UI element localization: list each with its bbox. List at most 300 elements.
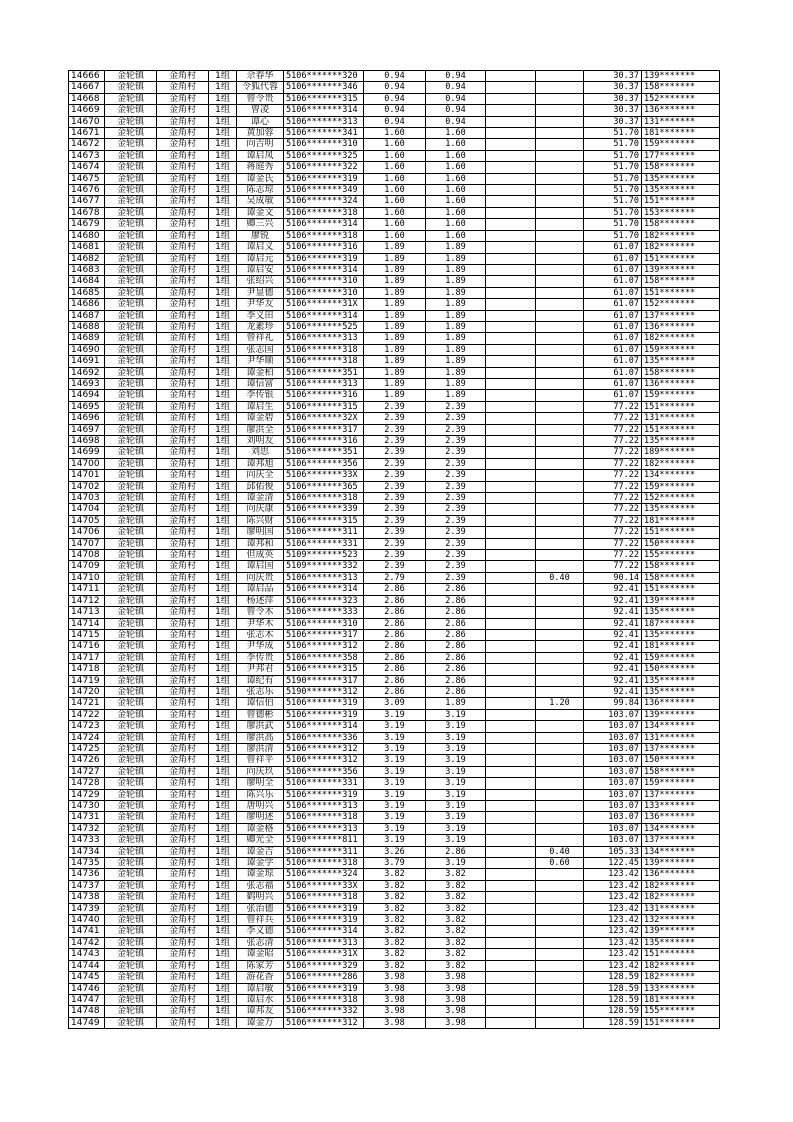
cell-phone: 134******* — [642, 846, 720, 857]
cell-amount: 103.07 — [584, 721, 642, 732]
table-row — [69, 310, 720, 321]
cell-phone: 136******* — [642, 321, 720, 332]
cell-group: 1组 — [209, 173, 237, 184]
cell-area2: 2.86 — [426, 584, 486, 595]
cell-id: 5106*******310 — [284, 276, 364, 287]
table-row — [69, 470, 720, 481]
cell-area2: 3.82 — [426, 949, 486, 960]
cell-area2: 1.60 — [426, 219, 486, 230]
table-row — [69, 972, 720, 983]
cell-group: 1组 — [209, 664, 237, 675]
cell-town: 金轮镇 — [105, 629, 157, 640]
cell-area1: 2.39 — [364, 538, 426, 549]
cell-area2: 1.89 — [426, 276, 486, 287]
cell-name: 吴成敏 — [237, 196, 284, 207]
cell-extra — [536, 1017, 584, 1028]
cell-area2: 1.89 — [426, 321, 486, 332]
cell-village: 金角村 — [157, 116, 209, 127]
cell-area2: 1.89 — [426, 390, 486, 401]
cell-town: 金轮镇 — [105, 321, 157, 332]
cell-seq: 14697 — [69, 424, 105, 435]
cell-extra — [536, 367, 584, 378]
cell-area2: 2.86 — [426, 641, 486, 652]
cell-seq: 14682 — [69, 253, 105, 264]
cell-id: 5106*******351 — [284, 367, 364, 378]
cell-blank — [486, 721, 536, 732]
cell-extra — [536, 105, 584, 116]
cell-village: 金角村 — [157, 675, 209, 686]
cell-area2: 1.89 — [426, 264, 486, 275]
cell-town: 金轮镇 — [105, 378, 157, 389]
cell-extra — [536, 185, 584, 196]
cell-area1: 2.39 — [364, 550, 426, 561]
cell-seq: 14698 — [69, 436, 105, 447]
cell-area1: 3.26 — [364, 846, 426, 857]
cell-town: 金轮镇 — [105, 698, 157, 709]
cell-phone: 151******* — [642, 401, 720, 412]
cell-group: 1组 — [209, 196, 237, 207]
cell-name: 张绍兴 — [237, 276, 284, 287]
cell-area1: 3.19 — [364, 778, 426, 789]
cell-seq: 14680 — [69, 230, 105, 241]
cell-id: 5106*******358 — [284, 652, 364, 663]
cell-area1: 2.39 — [364, 401, 426, 412]
cell-amount: 51.70 — [584, 207, 642, 218]
cell-group: 1组 — [209, 1017, 237, 1028]
cell-extra — [536, 333, 584, 344]
cell-village: 金角村 — [157, 607, 209, 618]
cell-seq: 14734 — [69, 846, 105, 857]
table-row — [69, 458, 720, 469]
cell-area2: 2.39 — [426, 458, 486, 469]
cell-blank — [486, 481, 536, 492]
cell-group: 1组 — [209, 253, 237, 264]
cell-amount: 92.41 — [584, 664, 642, 675]
cell-seq: 14721 — [69, 698, 105, 709]
cell-area2: 3.19 — [426, 823, 486, 834]
cell-id: 5106*******314 — [284, 721, 364, 732]
cell-extra — [536, 242, 584, 253]
cell-seq: 14688 — [69, 321, 105, 332]
table-row — [69, 299, 720, 310]
cell-village: 金角村 — [157, 983, 209, 994]
cell-village: 金角村 — [157, 732, 209, 743]
cell-amount: 103.07 — [584, 778, 642, 789]
cell-area1: 1.60 — [364, 128, 426, 139]
cell-seq: 14723 — [69, 721, 105, 732]
cell-town: 金轮镇 — [105, 413, 157, 424]
cell-id: 5106*******310 — [284, 139, 364, 150]
cell-extra — [536, 424, 584, 435]
cell-name: 谭邦旭 — [237, 458, 284, 469]
cell-phone: 181******* — [642, 641, 720, 652]
cell-group: 1组 — [209, 892, 237, 903]
table-row — [69, 584, 720, 595]
cell-group: 1组 — [209, 71, 237, 82]
cell-amount: 77.22 — [584, 401, 642, 412]
cell-blank — [486, 607, 536, 618]
cell-area2: 0.94 — [426, 105, 486, 116]
cell-group: 1组 — [209, 880, 237, 891]
cell-phone: 150******* — [642, 538, 720, 549]
cell-blank — [486, 367, 536, 378]
cell-blank — [486, 572, 536, 583]
cell-group: 1组 — [209, 618, 237, 629]
cell-area1: 3.19 — [364, 801, 426, 812]
cell-village: 金角村 — [157, 219, 209, 230]
table-row — [69, 196, 720, 207]
cell-id: 5106*******313 — [284, 116, 364, 127]
table-row — [69, 447, 720, 458]
cell-group: 1组 — [209, 139, 237, 150]
cell-seq: 14712 — [69, 595, 105, 606]
cell-amount: 51.70 — [584, 219, 642, 230]
cell-amount: 77.22 — [584, 458, 642, 469]
cell-town: 金轮镇 — [105, 185, 157, 196]
cell-amount: 123.42 — [584, 960, 642, 971]
cell-id: 5106*******316 — [284, 242, 364, 253]
cell-village: 金角村 — [157, 572, 209, 583]
cell-amount: 51.70 — [584, 196, 642, 207]
cell-village: 金角村 — [157, 447, 209, 458]
table-row — [69, 858, 720, 869]
cell-town: 金轮镇 — [105, 310, 157, 321]
cell-extra — [536, 321, 584, 332]
cell-id: 5106*******320 — [284, 71, 364, 82]
cell-extra — [536, 766, 584, 777]
cell-town: 金轮镇 — [105, 823, 157, 834]
cell-id: 5106*******339 — [284, 504, 364, 515]
cell-seq: 14727 — [69, 766, 105, 777]
cell-blank — [486, 173, 536, 184]
cell-town: 金轮镇 — [105, 709, 157, 720]
cell-village: 金角村 — [157, 128, 209, 139]
cell-group: 1组 — [209, 470, 237, 481]
cell-phone: 158******* — [642, 367, 720, 378]
cell-amount: 92.41 — [584, 595, 642, 606]
table-row — [69, 835, 720, 846]
cell-group: 1组 — [209, 698, 237, 709]
cell-phone: 136******* — [642, 378, 720, 389]
table-row — [69, 755, 720, 766]
cell-extra — [536, 903, 584, 914]
table-row — [69, 561, 720, 572]
cell-area1: 2.86 — [364, 629, 426, 640]
cell-area2: 2.86 — [426, 607, 486, 618]
cell-extra — [536, 584, 584, 595]
cell-name: 佘春华 — [237, 71, 284, 82]
cell-extra — [536, 743, 584, 754]
cell-area1: 0.94 — [364, 105, 426, 116]
cell-name: 尹显德 — [237, 287, 284, 298]
table-row — [69, 253, 720, 264]
cell-group: 1组 — [209, 983, 237, 994]
cell-amount: 123.42 — [584, 926, 642, 937]
cell-id: 5106*******313 — [284, 823, 364, 834]
cell-blank — [486, 766, 536, 777]
cell-town: 金轮镇 — [105, 926, 157, 937]
cell-area1: 3.82 — [364, 926, 426, 937]
cell-village: 金角村 — [157, 641, 209, 652]
cell-group: 1组 — [209, 937, 237, 948]
cell-town: 金轮镇 — [105, 504, 157, 515]
cell-village: 金角村 — [157, 207, 209, 218]
cell-amount: 103.07 — [584, 755, 642, 766]
table-row — [69, 207, 720, 218]
cell-name: 尹华成 — [237, 641, 284, 652]
cell-id: 5106*******33X — [284, 470, 364, 481]
cell-phone: 158******* — [642, 219, 720, 230]
cell-phone: 159******* — [642, 344, 720, 355]
cell-name: 谭启水 — [237, 994, 284, 1005]
cell-seq: 14711 — [69, 584, 105, 595]
cell-area2: 2.39 — [426, 561, 486, 572]
cell-amount: 92.41 — [584, 618, 642, 629]
table-row — [69, 173, 720, 184]
cell-seq: 14730 — [69, 801, 105, 812]
cell-village: 金角村 — [157, 162, 209, 173]
cell-amount: 123.42 — [584, 892, 642, 903]
cell-area2: 2.86 — [426, 664, 486, 675]
cell-name: 李传贵 — [237, 652, 284, 663]
cell-amount: 103.07 — [584, 766, 642, 777]
cell-group: 1组 — [209, 675, 237, 686]
cell-village: 金角村 — [157, 1006, 209, 1017]
cell-extra — [536, 128, 584, 139]
table-row — [69, 664, 720, 675]
cell-name: 廖锐 — [237, 230, 284, 241]
cell-village: 金角村 — [157, 470, 209, 481]
cell-amount: 30.37 — [584, 116, 642, 127]
cell-area2: 3.82 — [426, 915, 486, 926]
cell-area1: 1.89 — [364, 253, 426, 264]
cell-area2: 3.19 — [426, 789, 486, 800]
cell-town: 金轮镇 — [105, 470, 157, 481]
cell-seq: 14714 — [69, 618, 105, 629]
cell-area2: 3.82 — [426, 892, 486, 903]
cell-town: 金轮镇 — [105, 743, 157, 754]
table-row — [69, 618, 720, 629]
cell-area2: 0.94 — [426, 82, 486, 93]
cell-name: 邱佑俊 — [237, 481, 284, 492]
table-row — [69, 71, 720, 82]
cell-name: 谭金昭 — [237, 949, 284, 960]
table-row — [69, 493, 720, 504]
cell-name: 廖洪清 — [237, 743, 284, 754]
cell-phone: 152******* — [642, 493, 720, 504]
cell-blank — [486, 436, 536, 447]
cell-amount: 77.22 — [584, 550, 642, 561]
cell-village: 金角村 — [157, 686, 209, 697]
cell-amount: 51.70 — [584, 150, 642, 161]
cell-area1: 1.89 — [364, 287, 426, 298]
cell-village: 金角村 — [157, 82, 209, 93]
cell-town: 金轮镇 — [105, 561, 157, 572]
cell-seq: 14679 — [69, 219, 105, 230]
cell-id: 5106*******313 — [284, 937, 364, 948]
cell-town: 金轮镇 — [105, 230, 157, 241]
cell-amount: 103.07 — [584, 709, 642, 720]
cell-phone: 136******* — [642, 812, 720, 823]
cell-name: 谭信伯 — [237, 698, 284, 709]
table-row — [69, 823, 720, 834]
cell-extra: 0.60 — [536, 858, 584, 869]
cell-id: 5106*******323 — [284, 595, 364, 606]
cell-blank — [486, 447, 536, 458]
cell-amount: 51.70 — [584, 162, 642, 173]
cell-group: 1组 — [209, 515, 237, 526]
cell-town: 金轮镇 — [105, 1006, 157, 1017]
cell-group: 1组 — [209, 321, 237, 332]
cell-area2: 2.86 — [426, 595, 486, 606]
cell-group: 1组 — [209, 846, 237, 857]
cell-seq: 14689 — [69, 333, 105, 344]
table-row — [69, 778, 720, 789]
cell-area2: 3.19 — [426, 709, 486, 720]
cell-area2: 3.82 — [426, 960, 486, 971]
cell-id: 5106*******314 — [284, 105, 364, 116]
cell-village: 金角村 — [157, 105, 209, 116]
cell-village: 金角村 — [157, 299, 209, 310]
cell-extra — [536, 82, 584, 93]
cell-village: 金角村 — [157, 71, 209, 82]
cell-area2: 1.89 — [426, 367, 486, 378]
cell-area1: 3.19 — [364, 789, 426, 800]
cell-seq: 14707 — [69, 538, 105, 549]
cell-phone: 135******* — [642, 436, 720, 447]
cell-blank — [486, 652, 536, 663]
cell-area1: 2.86 — [364, 664, 426, 675]
cell-area1: 3.98 — [364, 1017, 426, 1028]
cell-seq: 14703 — [69, 493, 105, 504]
table-row — [69, 424, 720, 435]
cell-group: 1组 — [209, 82, 237, 93]
cell-name: 张志国 — [237, 344, 284, 355]
cell-blank — [486, 276, 536, 287]
cell-blank — [486, 162, 536, 173]
cell-blank — [486, 287, 536, 298]
cell-amount: 77.22 — [584, 470, 642, 481]
cell-area1: 2.39 — [364, 515, 426, 526]
cell-blank — [486, 789, 536, 800]
cell-amount: 61.07 — [584, 276, 642, 287]
cell-area1: 2.86 — [364, 618, 426, 629]
cell-village: 金角村 — [157, 846, 209, 857]
cell-blank — [486, 105, 536, 116]
cell-village: 金角村 — [157, 698, 209, 709]
cell-id: 5106*******314 — [284, 310, 364, 321]
cell-phone: 136******* — [642, 105, 720, 116]
cell-name: 尹华顺 — [237, 356, 284, 367]
table-row — [69, 162, 720, 173]
cell-group: 1组 — [209, 994, 237, 1005]
cell-extra — [536, 71, 584, 82]
cell-name: 张志福 — [237, 880, 284, 891]
cell-area1: 1.60 — [364, 139, 426, 150]
cell-phone: 151******* — [642, 527, 720, 538]
cell-amount: 92.41 — [584, 652, 642, 663]
cell-extra — [536, 972, 584, 983]
cell-id: 5106*******331 — [284, 538, 364, 549]
cell-seq: 14686 — [69, 299, 105, 310]
cell-seq: 14747 — [69, 994, 105, 1005]
cell-id: 5106*******319 — [284, 173, 364, 184]
cell-name: 谭启凤 — [237, 150, 284, 161]
cell-village: 金角村 — [157, 538, 209, 549]
cell-area1: 2.39 — [364, 527, 426, 538]
cell-group: 1组 — [209, 641, 237, 652]
table-row — [69, 766, 720, 777]
cell-seq: 14683 — [69, 264, 105, 275]
cell-blank — [486, 949, 536, 960]
cell-amount: 51.70 — [584, 128, 642, 139]
cell-group: 1组 — [209, 287, 237, 298]
cell-name: 谭启安 — [237, 264, 284, 275]
cell-town: 金轮镇 — [105, 139, 157, 150]
cell-name: 谭金文 — [237, 207, 284, 218]
cell-seq: 14675 — [69, 173, 105, 184]
cell-group: 1组 — [209, 424, 237, 435]
cell-id: 5190*******811 — [284, 835, 364, 846]
cell-extra — [536, 230, 584, 241]
cell-name: 尹邦君 — [237, 664, 284, 675]
cell-town: 金轮镇 — [105, 515, 157, 526]
cell-town: 金轮镇 — [105, 732, 157, 743]
cell-extra — [536, 880, 584, 891]
cell-phone: 151******* — [642, 424, 720, 435]
cell-extra — [536, 356, 584, 367]
cell-extra — [536, 595, 584, 606]
cell-amount: 51.70 — [584, 185, 642, 196]
table-row — [69, 378, 720, 389]
cell-area2: 1.89 — [426, 253, 486, 264]
cell-amount: 61.07 — [584, 378, 642, 389]
cell-town: 金轮镇 — [105, 93, 157, 104]
cell-phone: 135******* — [642, 607, 720, 618]
cell-extra — [536, 561, 584, 572]
cell-extra — [536, 458, 584, 469]
cell-phone: 139******* — [642, 595, 720, 606]
cell-name: 谭邦友 — [237, 1006, 284, 1017]
cell-blank — [486, 664, 536, 675]
cell-id: 5106*******331 — [284, 778, 364, 789]
cell-extra — [536, 755, 584, 766]
cell-id: 5106*******324 — [284, 869, 364, 880]
cell-area2: 3.98 — [426, 983, 486, 994]
cell-area1: 3.19 — [364, 732, 426, 743]
cell-group: 1组 — [209, 527, 237, 538]
cell-phone: 131******* — [642, 413, 720, 424]
cell-town: 金轮镇 — [105, 196, 157, 207]
cell-area2: 3.98 — [426, 972, 486, 983]
cell-area1: 3.19 — [364, 823, 426, 834]
cell-name: 黄加蓉 — [237, 128, 284, 139]
cell-town: 金轮镇 — [105, 82, 157, 93]
cell-town: 金轮镇 — [105, 367, 157, 378]
cell-phone: 182******* — [642, 458, 720, 469]
cell-id: 5106*******318 — [284, 892, 364, 903]
cell-area1: 2.86 — [364, 641, 426, 652]
cell-seq: 14681 — [69, 242, 105, 253]
cell-area2: 1.89 — [426, 287, 486, 298]
cell-blank — [486, 743, 536, 754]
cell-blank — [486, 869, 536, 880]
cell-id: 5106*******33X — [284, 880, 364, 891]
cell-id: 5106*******318 — [284, 230, 364, 241]
cell-amount: 61.07 — [584, 356, 642, 367]
table-row — [69, 367, 720, 378]
cell-town: 金轮镇 — [105, 846, 157, 857]
